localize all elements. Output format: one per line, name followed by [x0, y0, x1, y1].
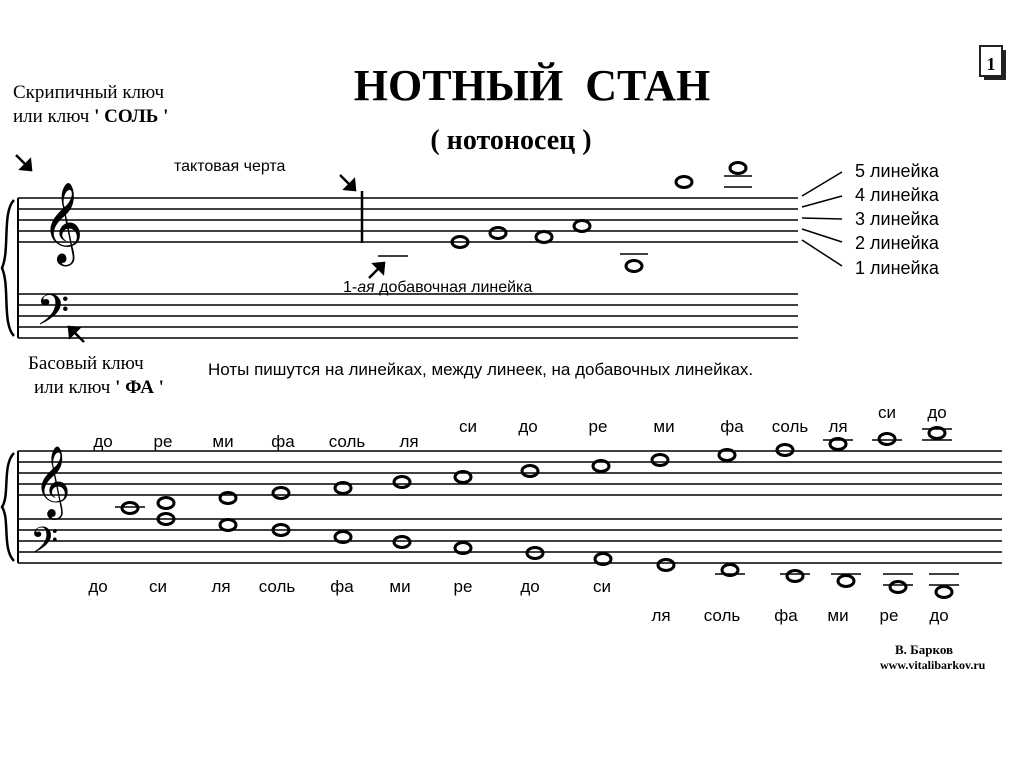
note — [394, 537, 410, 548]
bass-note-label: до — [520, 577, 540, 596]
treble-note-label: фа — [720, 417, 744, 436]
line-label-4: 4 линейка — [855, 185, 939, 205]
note — [777, 445, 793, 456]
line-label-2: 2 линейка — [855, 233, 939, 253]
treble-note-label: си — [459, 417, 477, 436]
treble-clef-arrow-icon — [16, 155, 31, 170]
note — [394, 477, 410, 488]
bass-scale-labels — [88, 577, 948, 625]
note — [574, 221, 590, 232]
note — [522, 466, 538, 477]
top-grand-staff — [2, 161, 940, 345]
note — [620, 254, 648, 272]
barline-arrow-icon — [340, 175, 355, 190]
treble-scale-notes — [115, 428, 952, 514]
treble-note-label: до — [518, 417, 538, 436]
barline-label: тактовая черта — [174, 158, 286, 175]
line-label-3: 3 линейка — [855, 209, 939, 229]
bass-note-label: ля — [211, 577, 231, 596]
treble-note-label: ре — [588, 417, 608, 436]
note — [922, 428, 952, 441]
ledger-arrow-icon — [369, 263, 384, 278]
page-number: 1 — [986, 54, 996, 74]
top-treble-staff — [18, 198, 798, 242]
treble-note-label: фа — [271, 432, 295, 451]
top-example-notes — [378, 163, 752, 272]
bass-clef-label: Басовый ключ — [28, 353, 144, 374]
page-title: НОТНЫЙ СТАН — [353, 61, 711, 110]
bass-note-label: соль — [703, 606, 741, 625]
bass-clef-label-line2: или ключ ' ФА ' — [34, 377, 164, 398]
note — [676, 177, 692, 188]
treble-note-label: ре — [153, 432, 173, 451]
bass-note-label: си — [149, 577, 167, 596]
treble-note-label: до — [927, 403, 947, 422]
treble-note-label: до — [93, 432, 113, 451]
treble-note-label: си — [878, 403, 896, 422]
staff-line-labels — [855, 161, 940, 278]
treble-note-label: соль — [771, 417, 809, 436]
note — [527, 548, 543, 559]
line-label-1: 1 линейка — [855, 258, 939, 278]
line-pointers — [802, 172, 842, 266]
note — [831, 574, 861, 587]
bass-clef-arrow-icon — [69, 327, 84, 342]
treble-clef-label: Скрипичный ключ — [13, 82, 165, 103]
bottom-treble-staff — [18, 451, 1002, 495]
note — [490, 228, 506, 239]
bass-note-label: до — [929, 606, 949, 625]
note — [652, 455, 668, 466]
note — [115, 503, 145, 514]
treble-clef-label-line2: или ключ ' СОЛЬ ' — [13, 106, 169, 127]
page-subtitle: ( нотоносец ) — [430, 125, 592, 156]
bass-note-label: ми — [389, 577, 411, 596]
note — [220, 520, 236, 531]
bottom-brace — [2, 453, 14, 561]
treble-note-label: ми — [653, 417, 675, 436]
note — [658, 560, 674, 571]
bass-note-label: до — [88, 577, 108, 596]
note — [883, 574, 913, 593]
bass-note-label: ре — [453, 577, 473, 596]
note — [929, 574, 959, 598]
treble-note-label: ми — [212, 432, 234, 451]
top-brace — [2, 200, 14, 336]
line-label-5: 5 линейка — [855, 161, 939, 181]
bass-note-label: си — [593, 577, 611, 596]
author-website: www.vitalibarkov.ru — [880, 658, 986, 672]
note — [715, 565, 745, 576]
note — [273, 488, 289, 499]
explanation-text: Ноты пишутся на линейках, между линеек, на добавочных линейках. — [208, 360, 754, 379]
bottom-bass-clef-icon: 𝄢 — [30, 521, 59, 570]
note — [220, 493, 236, 504]
author-name: В. Барков — [895, 642, 954, 657]
bottom-grand-staff — [2, 428, 1002, 598]
top-bass-staff — [18, 294, 798, 338]
note — [823, 439, 853, 450]
note — [724, 163, 752, 188]
top-treble-clef-icon: 𝄞 — [42, 185, 84, 262]
bass-note-label: фа — [330, 577, 354, 596]
bass-note-label: фа — [774, 606, 798, 625]
top-bass-clef-icon: 𝄢 — [36, 288, 70, 345]
ledger-label: 1-ая добавочная линейка — [343, 279, 533, 296]
bass-note-label: ре — [879, 606, 899, 625]
note — [872, 434, 902, 445]
bottom-treble-clef-icon: 𝄞 — [34, 448, 71, 516]
note — [780, 571, 810, 582]
note — [536, 232, 552, 243]
bass-note-label: ми — [827, 606, 849, 625]
bass-note-label: ля — [651, 606, 671, 625]
treble-note-label: соль — [328, 432, 366, 451]
treble-note-label: ля — [828, 417, 848, 436]
treble-scale-labels — [93, 403, 946, 451]
treble-note-label: ля — [399, 432, 419, 451]
bass-note-label: соль — [258, 577, 296, 596]
note — [158, 498, 174, 509]
page-number-box — [980, 46, 1006, 80]
